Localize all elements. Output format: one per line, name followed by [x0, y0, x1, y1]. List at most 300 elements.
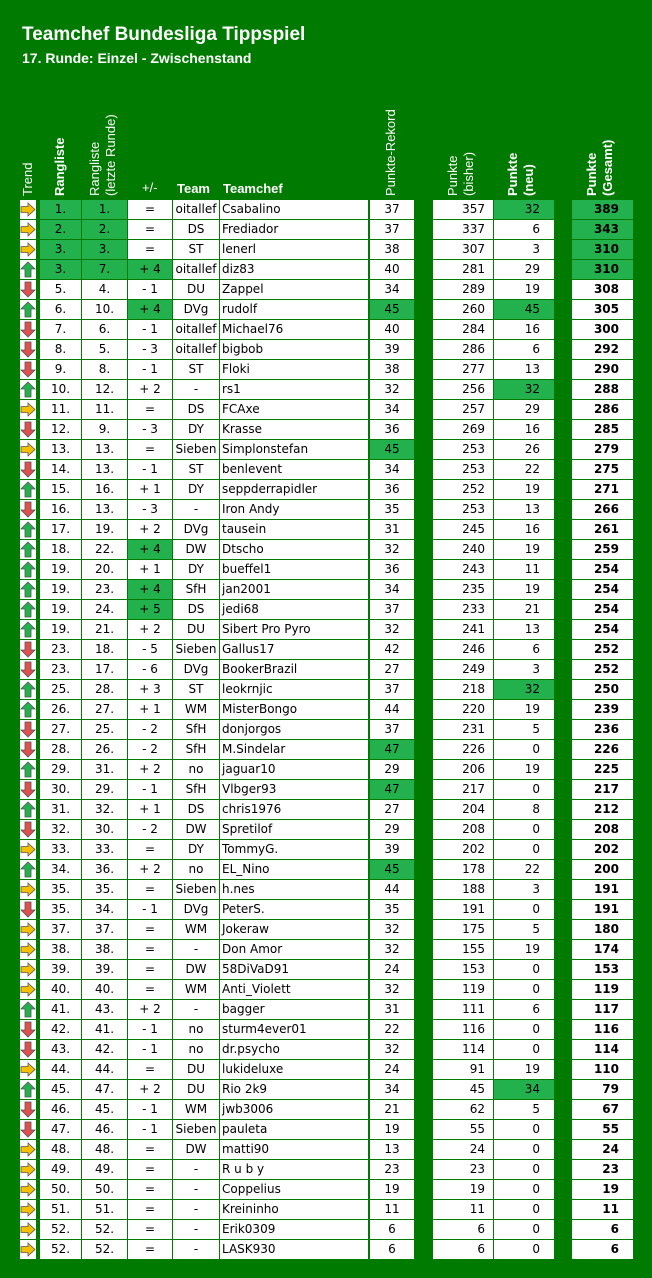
neu-cell: 0: [494, 1140, 554, 1159]
diff-cell: - 2: [128, 820, 172, 839]
rekord-cell: 24: [370, 1060, 414, 1079]
gesamt-cell: 19: [572, 1180, 633, 1199]
team-cell: no: [173, 860, 219, 879]
table-row: [0, 1000, 652, 1020]
neu-cell: 0: [494, 1040, 554, 1059]
teamchef-cell: Spretilof: [220, 820, 368, 839]
header-neu: [506, 146, 540, 196]
bisher-cell: 62: [433, 1100, 493, 1119]
bisher-cell: 19: [433, 1180, 493, 1199]
arrow-right-icon: [20, 1180, 36, 1199]
rekord-cell: 6: [370, 1240, 414, 1259]
prev-rank-cell: 52.: [82, 1240, 127, 1259]
teamchef-cell: BookerBrazil: [220, 660, 368, 679]
arrow-down-icon: [20, 720, 36, 739]
gesamt-cell: 275: [572, 460, 633, 479]
team-cell: oitallef: [173, 340, 219, 359]
rekord-cell: 6: [370, 1220, 414, 1239]
diff-cell: - 2: [128, 740, 172, 759]
diff-cell: - 1: [128, 1100, 172, 1119]
arrow-down-icon: [20, 660, 36, 679]
rank-cell: 3.: [40, 260, 81, 279]
gesamt-cell: 305: [572, 300, 633, 319]
header-bisher: [446, 146, 480, 196]
gesamt-cell: 239: [572, 700, 633, 719]
gesamt-cell: 114: [572, 1040, 633, 1059]
team-cell: DS: [173, 400, 219, 419]
team-cell: DY: [173, 420, 219, 439]
bisher-cell: 245: [433, 520, 493, 539]
header-rangliste-letzte: [88, 100, 120, 196]
rekord-cell: 35: [370, 900, 414, 919]
gesamt-cell: 310: [572, 240, 633, 259]
neu-cell: 34: [494, 1080, 554, 1099]
rekord-cell: 39: [370, 340, 414, 359]
table-row: [0, 840, 652, 860]
neu-cell: 0: [494, 960, 554, 979]
team-cell: DS: [173, 800, 219, 819]
gesamt-cell: 261: [572, 520, 633, 539]
neu-cell: 19: [494, 480, 554, 499]
neu-cell: 5: [494, 1100, 554, 1119]
neu-cell: 32: [494, 680, 554, 699]
bisher-cell: 241: [433, 620, 493, 639]
rank-cell: 47.: [40, 1120, 81, 1139]
team-cell: DU: [173, 1060, 219, 1079]
neu-cell: 16: [494, 420, 554, 439]
teamchef-cell: rudolf: [220, 300, 368, 319]
bisher-cell: 220: [433, 700, 493, 719]
teamchef-cell: R u b y: [220, 1160, 368, 1179]
header-trend: Trend: [20, 162, 35, 196]
gesamt-cell: 308: [572, 280, 633, 299]
team-cell: -: [173, 500, 219, 519]
neu-cell: 29: [494, 400, 554, 419]
prev-rank-cell: 22.: [82, 540, 127, 559]
rekord-cell: 34: [370, 580, 414, 599]
prev-rank-cell: 51.: [82, 1200, 127, 1219]
diff-cell: + 5: [128, 600, 172, 619]
gesamt-cell: 208: [572, 820, 633, 839]
rank-cell: 10.: [40, 380, 81, 399]
teamchef-cell: Kreininho: [220, 1200, 368, 1219]
arrow-down-icon: [20, 900, 36, 919]
table-row: [0, 440, 652, 460]
table-row: [0, 820, 652, 840]
team-cell: WM: [173, 700, 219, 719]
table-row: [0, 360, 652, 380]
teamchef-cell: TommyG.: [220, 840, 368, 859]
gesamt-cell: 212: [572, 800, 633, 819]
team-cell: WM: [173, 1100, 219, 1119]
rank-cell: 52.: [40, 1220, 81, 1239]
prev-rank-cell: 20.: [82, 560, 127, 579]
team-cell: SfH: [173, 740, 219, 759]
header-team: Team: [177, 181, 210, 196]
arrow-right-icon: [20, 1160, 36, 1179]
rekord-cell: 32: [370, 1040, 414, 1059]
team-cell: -: [173, 1180, 219, 1199]
arrow-down-icon: [20, 460, 36, 479]
bisher-cell: 116: [433, 1020, 493, 1039]
neu-cell: 3: [494, 880, 554, 899]
prev-rank-cell: 49.: [82, 1160, 127, 1179]
table-row: [0, 860, 652, 880]
table-row: [0, 980, 652, 1000]
table-row: [0, 940, 652, 960]
prev-rank-cell: 1.: [82, 200, 127, 219]
team-cell: no: [173, 760, 219, 779]
neu-cell: 0: [494, 1220, 554, 1239]
neu-cell: 0: [494, 1160, 554, 1179]
teamchef-cell: Erik0309: [220, 1220, 368, 1239]
rank-cell: 14.: [40, 460, 81, 479]
arrow-up-icon: [20, 700, 36, 719]
neu-cell: 16: [494, 320, 554, 339]
rank-cell: 46.: [40, 1100, 81, 1119]
gesamt-cell: 180: [572, 920, 633, 939]
diff-cell: =: [128, 1220, 172, 1239]
table-row: [0, 1080, 652, 1100]
teamchef-cell: seppderrapidler: [220, 480, 368, 499]
diff-cell: + 2: [128, 1000, 172, 1019]
rank-cell: 6.: [40, 300, 81, 319]
bisher-cell: 188: [433, 880, 493, 899]
bisher-cell: 217: [433, 780, 493, 799]
rank-cell: 3.: [40, 240, 81, 259]
rekord-cell: 32: [370, 920, 414, 939]
teamchef-cell: MisterBongo: [220, 700, 368, 719]
rank-cell: 35.: [40, 880, 81, 899]
neu-cell: 16: [494, 520, 554, 539]
gesamt-cell: 343: [572, 220, 633, 239]
rank-cell: 38.: [40, 940, 81, 959]
diff-cell: =: [128, 1160, 172, 1179]
arrow-down-icon: [20, 280, 36, 299]
bisher-cell: 178: [433, 860, 493, 879]
table-row: [0, 280, 652, 300]
neu-cell: 6: [494, 1000, 554, 1019]
gesamt-cell: 202: [572, 840, 633, 859]
gesamt-cell: 226: [572, 740, 633, 759]
diff-cell: + 3: [128, 680, 172, 699]
diff-cell: - 1: [128, 460, 172, 479]
rank-cell: 12.: [40, 420, 81, 439]
table-row: [0, 1180, 652, 1200]
arrow-right-icon: [20, 1140, 36, 1159]
table-row: [0, 1060, 652, 1080]
rank-cell: 19.: [40, 580, 81, 599]
table-row: [0, 960, 652, 980]
arrow-down-icon: [20, 340, 36, 359]
prev-rank-cell: 35.: [82, 880, 127, 899]
header-gesamt-line1: Punkte: [584, 152, 599, 196]
table-row: [0, 700, 652, 720]
neu-cell: 5: [494, 720, 554, 739]
neu-cell: 13: [494, 620, 554, 639]
gesamt-cell: 252: [572, 640, 633, 659]
rank-cell: 15.: [40, 480, 81, 499]
table-row: [0, 380, 652, 400]
rekord-cell: 34: [370, 1080, 414, 1099]
diff-cell: =: [128, 880, 172, 899]
gesamt-cell: 117: [572, 1000, 633, 1019]
diff-cell: + 4: [128, 540, 172, 559]
gesamt-cell: 6: [572, 1240, 633, 1259]
prev-rank-cell: 26.: [82, 740, 127, 759]
diff-cell: - 1: [128, 900, 172, 919]
arrow-up-icon: [20, 380, 36, 399]
bisher-cell: 55: [433, 1120, 493, 1139]
rank-cell: 17.: [40, 520, 81, 539]
arrow-right-icon: [20, 440, 36, 459]
neu-cell: 6: [494, 640, 554, 659]
prev-rank-cell: 32.: [82, 800, 127, 819]
diff-cell: =: [128, 1060, 172, 1079]
arrow-down-icon: [20, 500, 36, 519]
teamchef-cell: benlevent: [220, 460, 368, 479]
diff-cell: - 1: [128, 1020, 172, 1039]
neu-cell: 13: [494, 500, 554, 519]
teamchef-cell: Csabalino: [220, 200, 368, 219]
teamchef-cell: Zappel: [220, 280, 368, 299]
table-row: [0, 1120, 652, 1140]
rekord-cell: 32: [370, 540, 414, 559]
gesamt-cell: 310: [572, 260, 633, 279]
teamchef-cell: jwb3006: [220, 1100, 368, 1119]
neu-cell: 0: [494, 840, 554, 859]
bisher-cell: 119: [433, 980, 493, 999]
teamchef-cell: FCAxe: [220, 400, 368, 419]
page-subtitle: 17. Runde: Einzel - Zwischenstand: [22, 50, 252, 66]
rank-cell: 48.: [40, 1140, 81, 1159]
rekord-cell: 24: [370, 960, 414, 979]
diff-cell: - 3: [128, 340, 172, 359]
arrow-right-icon: [20, 220, 36, 239]
team-cell: Sieben: [173, 440, 219, 459]
table-row: [0, 760, 652, 780]
teamchef-cell: Floki: [220, 360, 368, 379]
prev-rank-cell: 7.: [82, 260, 127, 279]
neu-cell: 0: [494, 900, 554, 919]
teamchef-cell: sturm4ever01: [220, 1020, 368, 1039]
teamchef-cell: Jokeraw: [220, 920, 368, 939]
prev-rank-cell: 9.: [82, 420, 127, 439]
arrow-up-icon: [20, 560, 36, 579]
rank-cell: 39.: [40, 960, 81, 979]
gesamt-cell: 153: [572, 960, 633, 979]
teamchef-cell: Vlbger93: [220, 780, 368, 799]
rekord-cell: 13: [370, 1140, 414, 1159]
rank-cell: 23.: [40, 660, 81, 679]
rekord-cell: 37: [370, 600, 414, 619]
rank-cell: 51.: [40, 1200, 81, 1219]
teamchef-cell: Michael76: [220, 320, 368, 339]
table-row: [0, 520, 652, 540]
arrow-right-icon: [20, 200, 36, 219]
rekord-cell: 45: [370, 440, 414, 459]
team-cell: DY: [173, 480, 219, 499]
rank-cell: 33.: [40, 840, 81, 859]
neu-cell: 3: [494, 240, 554, 259]
rekord-cell: 45: [370, 860, 414, 879]
diff-cell: + 2: [128, 380, 172, 399]
prev-rank-cell: 45.: [82, 1100, 127, 1119]
table-row: [0, 580, 652, 600]
arrow-down-icon: [20, 360, 36, 379]
rank-cell: 25.: [40, 680, 81, 699]
gesamt-cell: 236: [572, 720, 633, 739]
gesamt-cell: 254: [572, 620, 633, 639]
neu-cell: 22: [494, 460, 554, 479]
diff-cell: =: [128, 1200, 172, 1219]
table-row: [0, 300, 652, 320]
arrow-up-icon: [20, 520, 36, 539]
rank-cell: 34.: [40, 860, 81, 879]
bisher-cell: 6: [433, 1220, 493, 1239]
rekord-cell: 40: [370, 260, 414, 279]
neu-cell: 5: [494, 920, 554, 939]
team-cell: -: [173, 1000, 219, 1019]
bisher-cell: 202: [433, 840, 493, 859]
gesamt-cell: 225: [572, 760, 633, 779]
prev-rank-cell: 5.: [82, 340, 127, 359]
rank-cell: 2.: [40, 220, 81, 239]
rekord-cell: 32: [370, 620, 414, 639]
diff-cell: + 2: [128, 620, 172, 639]
teamchef-cell: leokrnjic: [220, 680, 368, 699]
arrow-right-icon: [20, 840, 36, 859]
bisher-cell: 269: [433, 420, 493, 439]
diff-cell: =: [128, 840, 172, 859]
arrow-down-icon: [20, 420, 36, 439]
team-cell: DVg: [173, 660, 219, 679]
prev-rank-cell: 33.: [82, 840, 127, 859]
bisher-cell: 208: [433, 820, 493, 839]
rekord-cell: 47: [370, 780, 414, 799]
prev-rank-cell: 12.: [82, 380, 127, 399]
teamchef-cell: lukideluxe: [220, 1060, 368, 1079]
prev-rank-cell: 8.: [82, 360, 127, 379]
rekord-cell: 37: [370, 220, 414, 239]
prev-rank-cell: 39.: [82, 960, 127, 979]
teamchef-cell: Coppelius: [220, 1180, 368, 1199]
neu-cell: 11: [494, 560, 554, 579]
rank-cell: 11.: [40, 400, 81, 419]
arrow-right-icon: [20, 980, 36, 999]
prev-rank-cell: 13.: [82, 460, 127, 479]
rekord-cell: 34: [370, 280, 414, 299]
prev-rank-cell: 24.: [82, 600, 127, 619]
rank-cell: 42.: [40, 1020, 81, 1039]
rank-cell: 8.: [40, 340, 81, 359]
bisher-cell: 284: [433, 320, 493, 339]
rank-cell: 40.: [40, 980, 81, 999]
bisher-cell: 218: [433, 680, 493, 699]
prev-rank-cell: 19.: [82, 520, 127, 539]
bisher-cell: 175: [433, 920, 493, 939]
table-row: [0, 200, 652, 220]
arrow-down-icon: [20, 780, 36, 799]
bisher-cell: 206: [433, 760, 493, 779]
bisher-cell: 11: [433, 1200, 493, 1219]
rank-cell: 19.: [40, 560, 81, 579]
rekord-cell: 40: [370, 320, 414, 339]
arrow-up-icon: [20, 480, 36, 499]
table-row: [0, 880, 652, 900]
teamchef-cell: diz83: [220, 260, 368, 279]
prev-rank-cell: 11.: [82, 400, 127, 419]
team-cell: DY: [173, 560, 219, 579]
prev-rank-cell: 13.: [82, 500, 127, 519]
neu-cell: 0: [494, 740, 554, 759]
bisher-cell: 235: [433, 580, 493, 599]
team-cell: Sieben: [173, 880, 219, 899]
gesamt-cell: 23: [572, 1160, 633, 1179]
bisher-cell: 257: [433, 400, 493, 419]
diff-cell: - 1: [128, 360, 172, 379]
table-row: [0, 780, 652, 800]
team-cell: DY: [173, 840, 219, 859]
teamchef-cell: Sibert Pro Pyro: [220, 620, 368, 639]
diff-cell: - 1: [128, 1120, 172, 1139]
rekord-cell: 22: [370, 1020, 414, 1039]
table-row: [0, 640, 652, 660]
diff-cell: - 2: [128, 720, 172, 739]
neu-cell: 8: [494, 800, 554, 819]
rekord-cell: 37: [370, 200, 414, 219]
bisher-cell: 256: [433, 380, 493, 399]
team-cell: ST: [173, 460, 219, 479]
rank-cell: 49.: [40, 1160, 81, 1179]
arrow-up-icon: [20, 1000, 36, 1019]
rank-cell: 52.: [40, 1240, 81, 1259]
team-cell: SfH: [173, 720, 219, 739]
prev-rank-cell: 47.: [82, 1080, 127, 1099]
arrow-up-icon: [20, 680, 36, 699]
neu-cell: 0: [494, 780, 554, 799]
bisher-cell: 23: [433, 1160, 493, 1179]
arrow-right-icon: [20, 1240, 36, 1259]
neu-cell: 0: [494, 1240, 554, 1259]
neu-cell: 6: [494, 220, 554, 239]
prev-rank-cell: 29.: [82, 780, 127, 799]
table-row: [0, 1020, 652, 1040]
rekord-cell: 45: [370, 300, 414, 319]
teamchef-cell: Dtscho: [220, 540, 368, 559]
table-row: [0, 1140, 652, 1160]
neu-cell: 21: [494, 600, 554, 619]
gesamt-cell: 286: [572, 400, 633, 419]
teamchef-cell: LASK930: [220, 1240, 368, 1259]
neu-cell: 19: [494, 700, 554, 719]
teamchef-cell: lenerl: [220, 240, 368, 259]
rekord-cell: 47: [370, 740, 414, 759]
diff-cell: =: [128, 920, 172, 939]
rank-cell: 5.: [40, 280, 81, 299]
diff-cell: - 1: [128, 1040, 172, 1059]
neu-cell: 19: [494, 280, 554, 299]
rekord-cell: 38: [370, 360, 414, 379]
prev-rank-cell: 3.: [82, 240, 127, 259]
rank-cell: 28.: [40, 740, 81, 759]
teamchef-cell: Don Amor: [220, 940, 368, 959]
gesamt-cell: 288: [572, 380, 633, 399]
team-cell: DS: [173, 220, 219, 239]
rekord-cell: 42: [370, 640, 414, 659]
prev-rank-cell: 36.: [82, 860, 127, 879]
arrow-down-icon: [20, 320, 36, 339]
